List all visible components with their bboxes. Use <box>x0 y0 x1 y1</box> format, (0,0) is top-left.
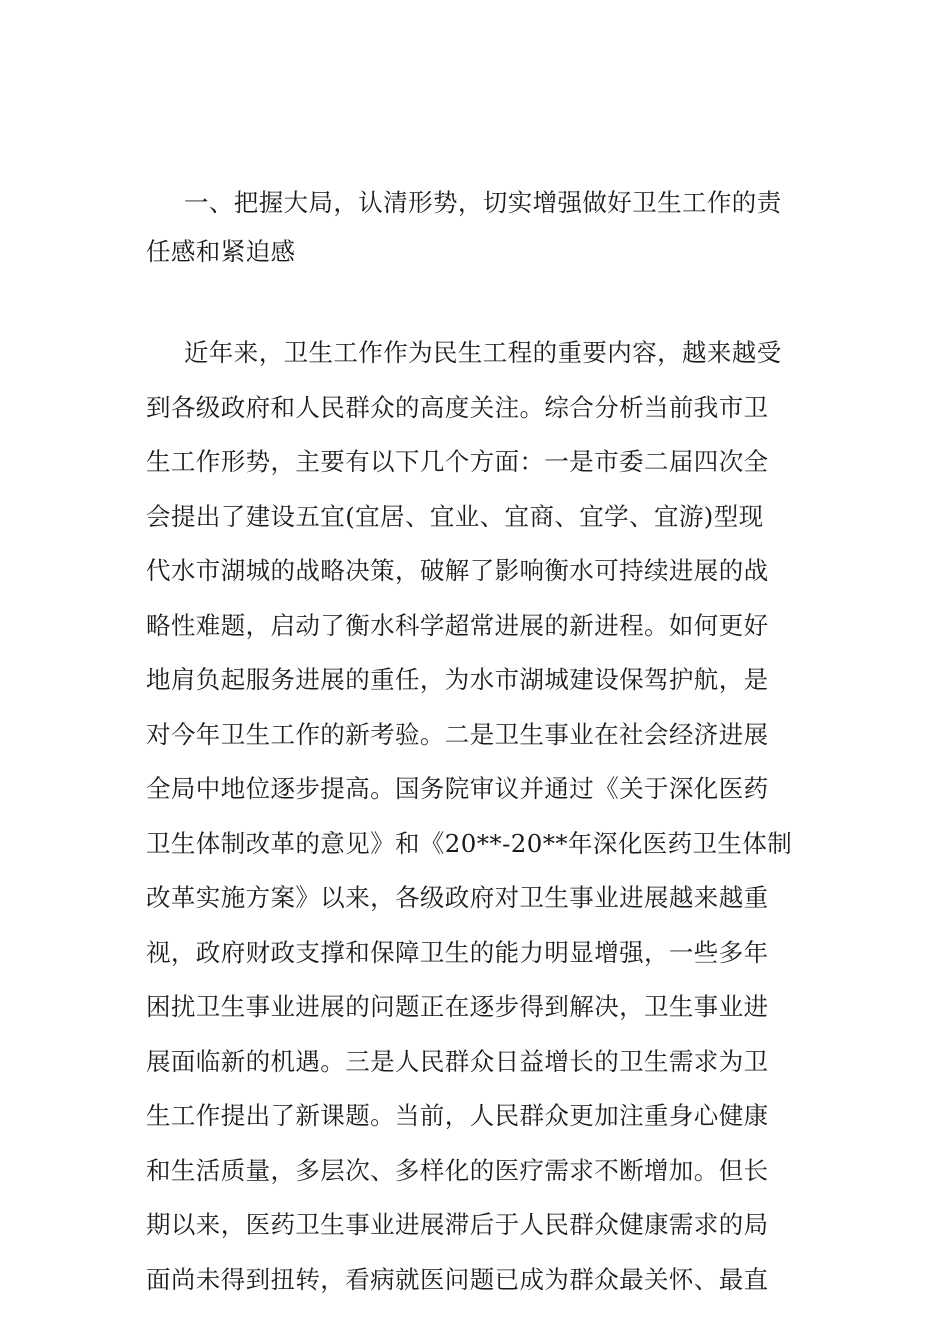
paragraph-line: 生工作形势，主要有以下几个方面：一是市委二届四次全 <box>146 447 769 476</box>
paragraph-line: 会提出了建设五宜(宜居、宜业、宜商、宜学、宜游)型现 <box>146 501 764 531</box>
section-heading <box>146 178 810 276</box>
paragraph-line: 面尚未得到扭转，看病就医问题已成为群众最关怀、最直 <box>146 1264 769 1294</box>
paragraph-line: 略性难题，启动了衡水科学超常进展的新进程。如何更好 <box>146 610 769 640</box>
paragraph-line: 困扰卫生事业进展的问题正在逐步得到解决，卫生事业进 <box>146 992 769 1021</box>
paragraph-line: 对今年卫生工作的新考验。二是卫生事业在社会经济进展 <box>146 719 769 749</box>
paragraph-line: 视，政府财政支撑和保障卫生的能力明显增强，一些多年 <box>146 937 769 967</box>
paragraph-line: 全局中地位逐步提高。国务院审议并通过《关于深化医药 <box>146 774 769 803</box>
heading-line: 一、把握大局，认清形势，切实增强做好卫生工作的责 <box>184 188 782 217</box>
paragraph-line: 卫生体制改革的意见》和《20**-20**年深化医药卫生体制 <box>146 828 793 858</box>
paragraph-line: 到各级政府和人民群众的高度关注。综合分析当前我市卫 <box>146 392 769 422</box>
paragraph-line: 生工作提出了新课题。当前，人民群众更加注重身心健康 <box>146 1101 769 1130</box>
paragraph-line: 展面临新的机遇。三是人民群众日益增长的卫生需求为卫 <box>146 1046 769 1076</box>
paragraph-line: 代水市湖城的战略决策，破解了影响衡水可持续进展的战 <box>146 556 769 585</box>
paragraph-line: 和生活质量，多层次、多样化的医疗需求不断增加。但长 <box>146 1155 769 1185</box>
paragraph-line: 近年来，卫生工作作为民生工程的重要内容，越来越受 <box>184 338 782 367</box>
paragraph-line: 期以来，医药卫生事业进展滞后于人民群众健康需求的局 <box>146 1210 769 1239</box>
body-paragraph <box>146 326 810 1307</box>
paragraph-line: 改革实施方案》以来，各级政府对卫生事业进展越来越重 <box>146 883 769 912</box>
heading-line: 任感和紧迫感 <box>146 237 296 266</box>
paragraph-line: 地肩负起服务进展的重任，为水市湖城建设保驾护航，是 <box>146 665 769 694</box>
